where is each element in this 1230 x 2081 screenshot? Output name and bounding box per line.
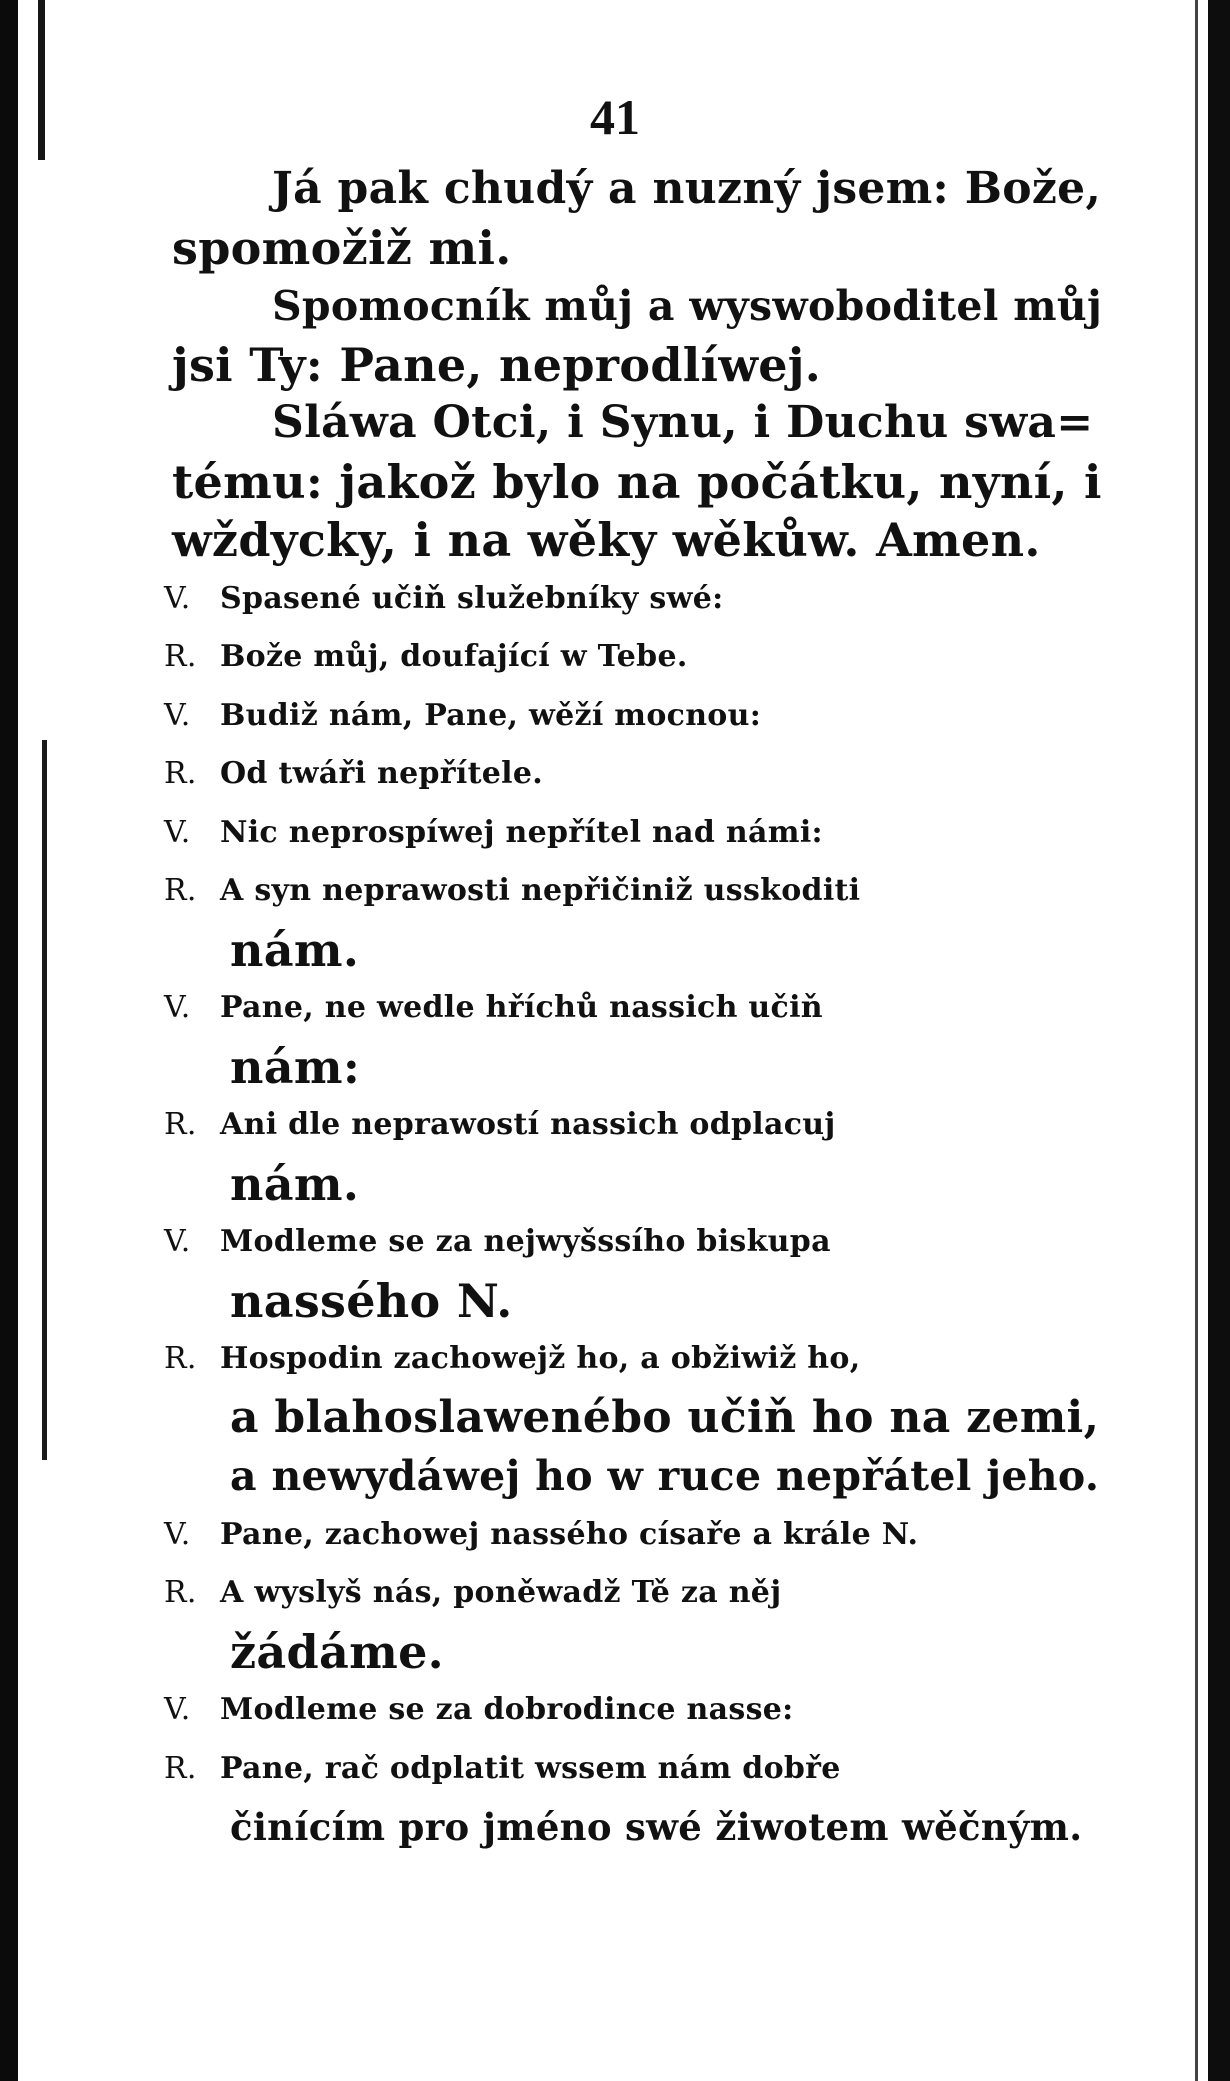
versicle-label: V. [164, 814, 191, 850]
text-line [172, 219, 1102, 278]
text-line [164, 628, 1102, 687]
text-line [164, 1564, 1102, 1623]
line-text: Spasené učiň služebníky swé: [220, 580, 724, 616]
text-line [164, 1330, 1102, 1389]
prayer-text [164, 160, 1103, 1857]
left-edge-shadow [0, 0, 18, 2081]
text-line [164, 1213, 1102, 1272]
response-label: R. [164, 1107, 197, 1142]
text-line [172, 1798, 1102, 1857]
line-text: Budiž nám, Pane, wěží mocnou: [220, 697, 762, 733]
text-line [172, 1272, 1102, 1331]
line-text: nassého N. [230, 1273, 513, 1328]
text-line [164, 804, 1102, 863]
text-line [172, 1389, 1102, 1448]
text-line [172, 1038, 1102, 1097]
line-text: Ani dle neprawostí nassich odplacuj [220, 1107, 836, 1142]
line-text: Pane, ne wedle hříchů nassich učiň [220, 990, 823, 1025]
text-line [172, 921, 1102, 980]
versicle-label: V. [164, 580, 191, 616]
versicle-label: V. [164, 1224, 191, 1259]
text-line [172, 336, 1102, 395]
line-text: Spomocník můj a wyswoboditel můj [272, 282, 1103, 330]
right-edge-shadow [1208, 0, 1230, 2081]
response-label: R. [164, 1575, 197, 1610]
text-line [164, 745, 1102, 804]
text-line [164, 862, 1102, 921]
response-label: R. [164, 1341, 197, 1376]
line-text: Modleme se za dobrodince nasse: [220, 1692, 794, 1727]
text-line [164, 1740, 1102, 1799]
line-text: nám. [230, 922, 360, 977]
response-label: R. [164, 873, 197, 908]
versicle-label: V. [164, 1516, 191, 1552]
page-number: 41 [590, 89, 640, 145]
text-line [164, 1506, 1102, 1565]
line-text: žádáme. [230, 1624, 444, 1679]
line-text: jsi Ty: Pane, neprodlíwej. [172, 337, 822, 392]
text-line [172, 511, 1102, 570]
line-text: Nic neprospíwej nepřítel nad námi: [220, 814, 823, 850]
line-text: Pane, rač odplatit wssem nám dobře [220, 1750, 841, 1786]
response-label: R. [164, 756, 197, 791]
text-line [164, 1681, 1102, 1740]
response-label: R. [164, 639, 197, 674]
versicle-label: V. [164, 1692, 191, 1727]
line-text: Modleme se za nejwyšssího biskupa [220, 1224, 831, 1259]
line-text: činícím pro jméno swé žiwotem wěčným. [230, 1805, 1083, 1849]
text-line [172, 1623, 1102, 1682]
line-text: nám: [230, 1039, 361, 1094]
text-line [164, 1096, 1102, 1155]
line-text: Bože můj, doufající w Tebe. [220, 639, 688, 674]
text-line [172, 1155, 1102, 1214]
line-text: a newydáwej ho w ruce nepřátel jeho. [230, 1452, 1100, 1500]
line-text: A syn neprawosti nepřičiniž usskoditi [220, 873, 861, 908]
line-text: nám. [230, 1156, 360, 1211]
line-text: A wyslyš nás, poněwadž Tě za něj [220, 1575, 782, 1610]
text-line [172, 394, 1102, 453]
line-text: Já pak chudý a nuzný jsem: Bože, [272, 163, 1102, 214]
versicle-label: V. [164, 697, 191, 733]
versicle-label: V. [164, 990, 191, 1025]
line-text: wždycky, i na wěky wěkůw. Amen. [172, 513, 1041, 567]
line-text: spomožiž mi. [172, 220, 512, 275]
text-line [164, 570, 1102, 629]
line-text: a blahoslawenébo učiň ho na zemi, [230, 1391, 1100, 1443]
right-margin-line [1195, 0, 1198, 2081]
line-text: Hospodin zachowejž ho, a obžiwiž ho, [220, 1341, 861, 1376]
text-line [172, 1447, 1102, 1506]
text-line [164, 979, 1102, 1038]
text-line [172, 277, 1102, 336]
line-text: Pane, zachowej nassého císaře a krále N. [220, 1516, 919, 1552]
text-line [172, 160, 1102, 219]
text-line [172, 453, 1102, 512]
left-margin-line-lower [42, 740, 47, 1460]
response-label: R. [164, 1750, 197, 1786]
line-text: Od twáři nepřítele. [220, 756, 543, 791]
line-text: tému: jakož bylo na počátku, nyní, i [172, 454, 1102, 509]
line-text: Sláwa Otci, i Synu, i Duchu swa= [272, 397, 1094, 448]
text-line [164, 687, 1102, 746]
